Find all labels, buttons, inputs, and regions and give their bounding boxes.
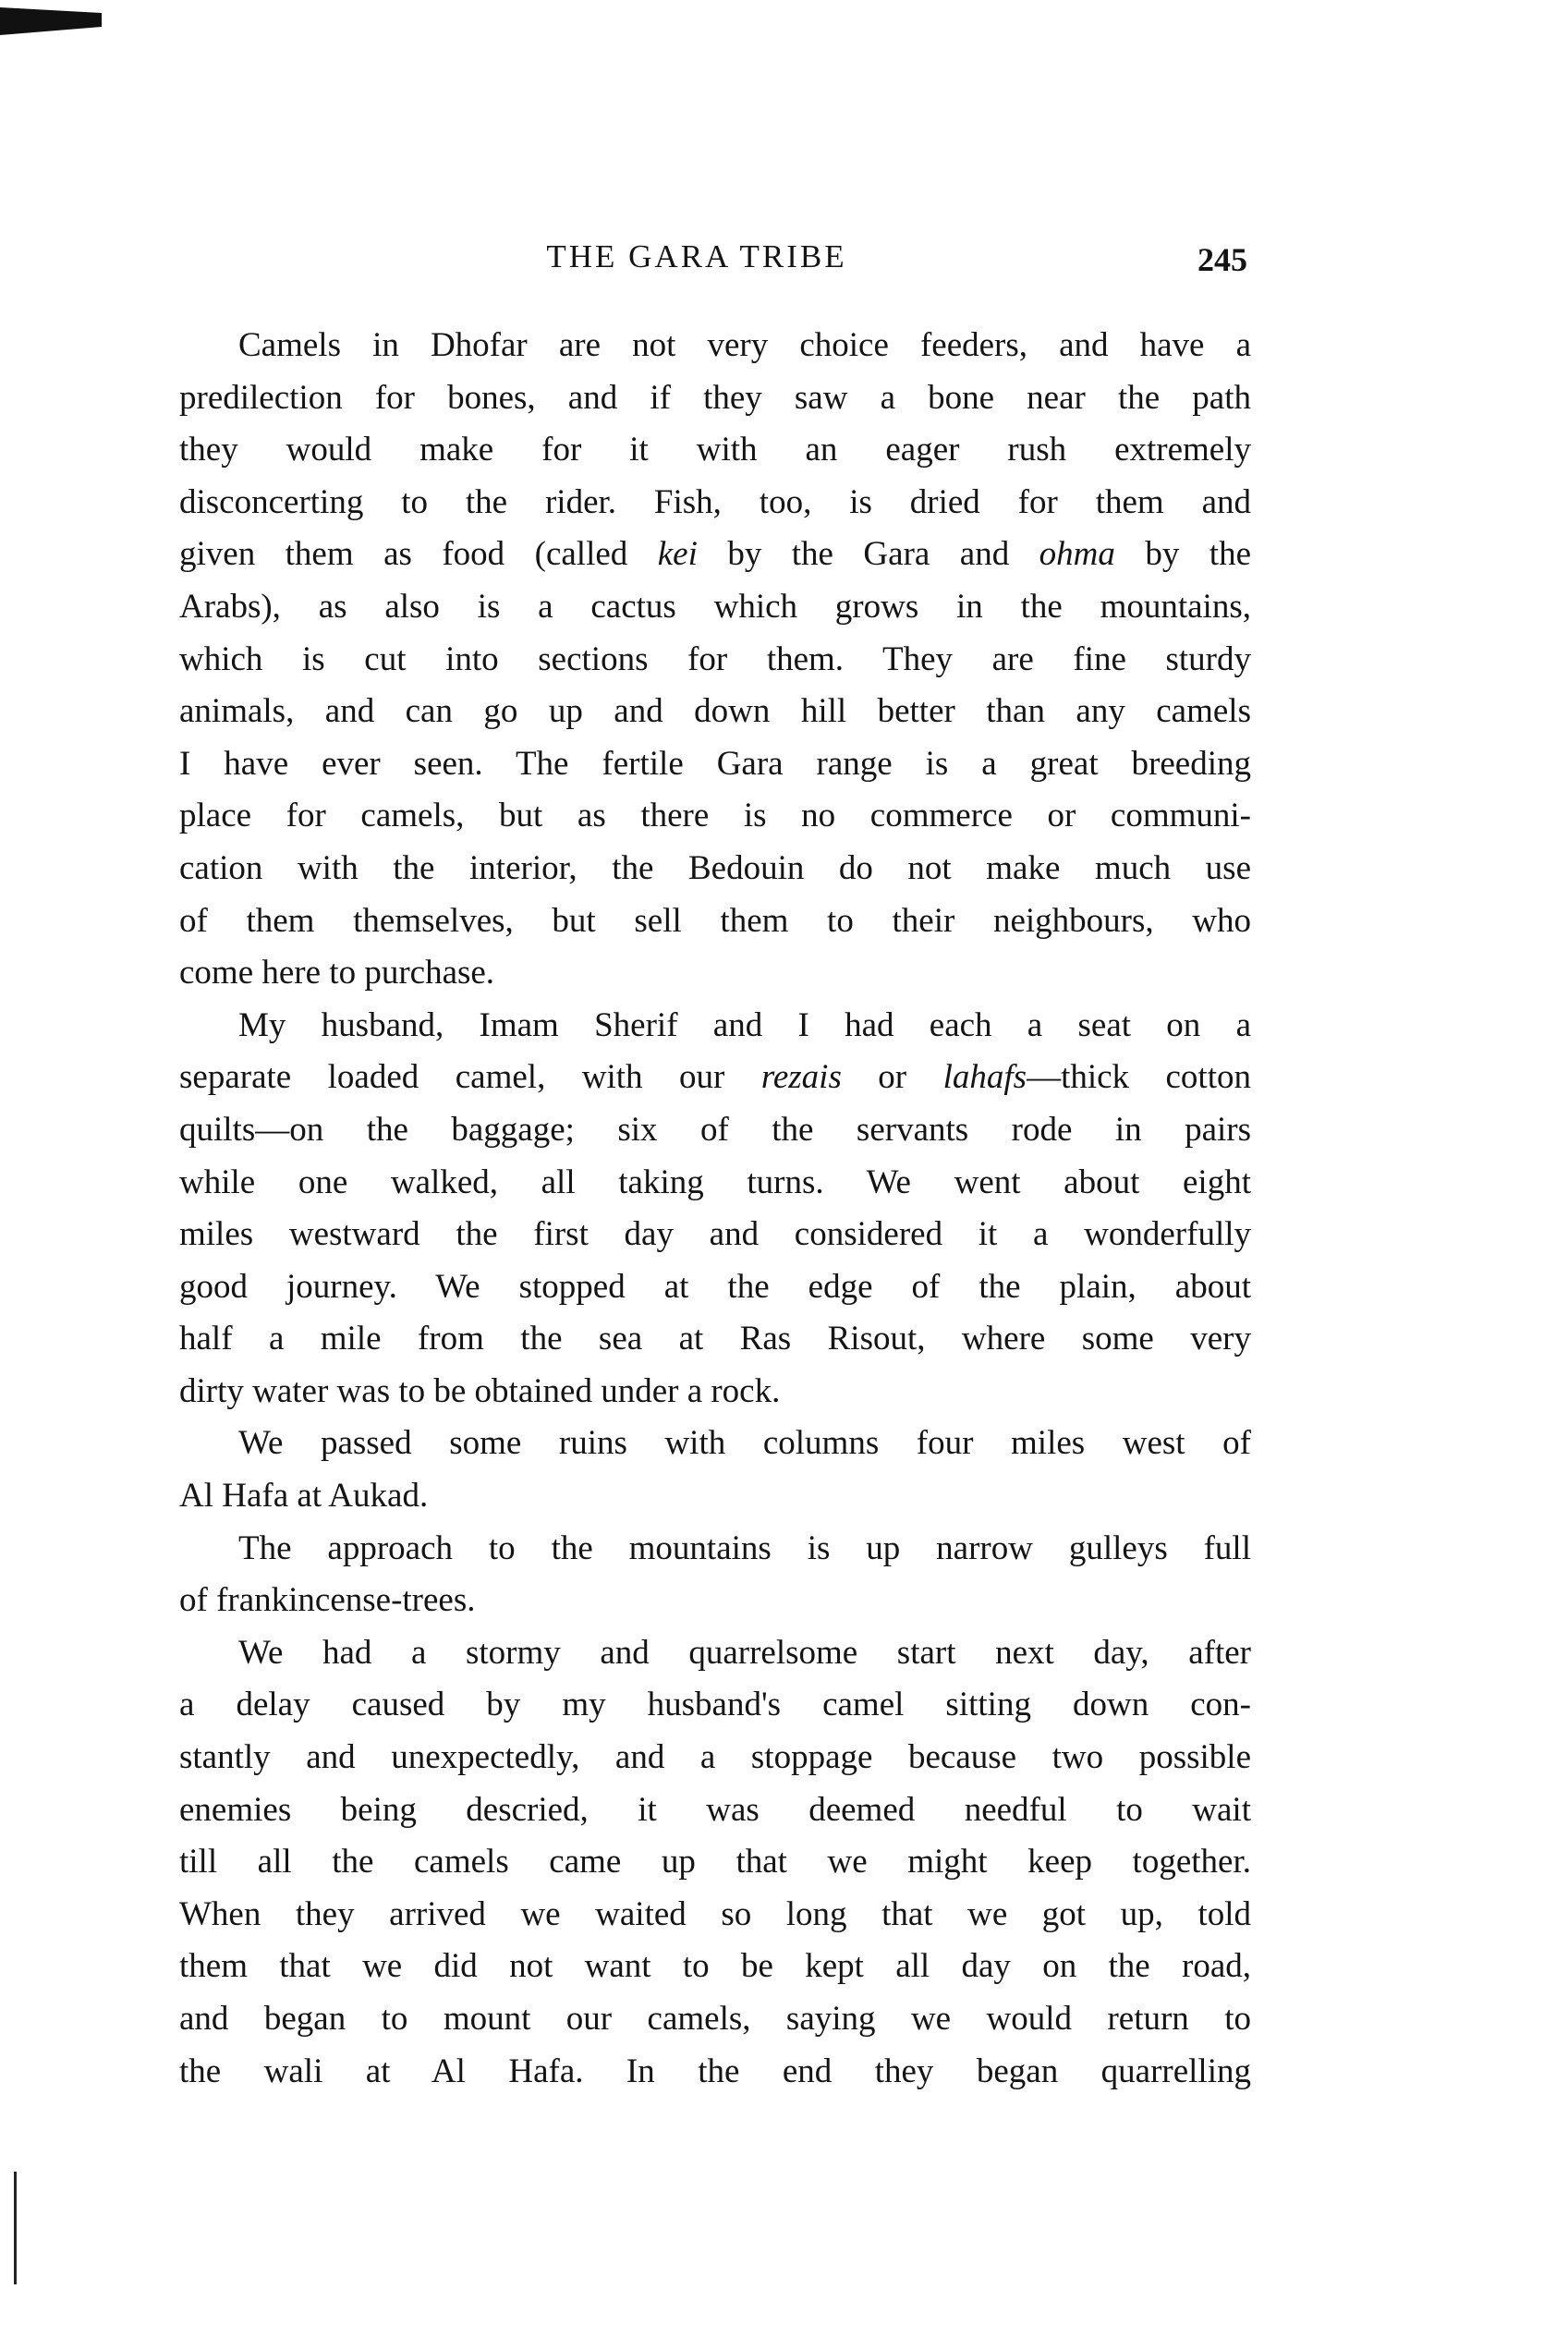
text-segment: Arabs), as also is a cactus which grows in the mountains, bbox=[179, 587, 1251, 626]
text-line bbox=[179, 1157, 1251, 1210]
text-line bbox=[179, 843, 1251, 895]
text-line bbox=[179, 1993, 1251, 2046]
text-segment: till all the camels came up that we might keep together. bbox=[179, 1843, 1251, 1881]
text-segment: When they arrived we waited so long that we got up, told bbox=[179, 1894, 1251, 1933]
text-segment: they would make for it with an eager rush extremely bbox=[179, 431, 1251, 469]
text-line bbox=[179, 790, 1251, 843]
text-segment: separate loaded camel, with our bbox=[179, 1058, 761, 1097]
text-segment: cation with the interior, the Bedouin do not make much use bbox=[179, 848, 1251, 887]
text-line bbox=[179, 1366, 1251, 1419]
text-segment: come here to purchase. bbox=[179, 954, 495, 992]
text-segment: dirty water was to be obtained under a rock. bbox=[179, 1371, 781, 1410]
text-segment: Al Hafa at Aukad. bbox=[179, 1477, 429, 1516]
text-line bbox=[179, 424, 1251, 477]
text-segment: We passed some ruins with columns four miles west of bbox=[238, 1424, 1251, 1463]
text-segment: good journey. We stopped at the edge of the plain, about bbox=[179, 1267, 1251, 1306]
text-segment: a delay caused by my husband's camel sitting down con- bbox=[179, 1686, 1251, 1724]
text-segment: My husband, Imam Sherif and I had each a seat on a bbox=[238, 1005, 1251, 1044]
text-line bbox=[179, 581, 1251, 634]
text-segment: the wali at Al Hafa. In the end they began quarrelling bbox=[179, 2052, 1251, 2090]
body-text bbox=[179, 320, 1251, 2098]
text-segment: —thick cotton bbox=[1027, 1058, 1251, 1097]
text-line bbox=[179, 1261, 1251, 1314]
text-line bbox=[179, 1104, 1251, 1157]
text-line bbox=[179, 895, 1251, 948]
text-line bbox=[179, 1313, 1251, 1366]
text-segment: by the bbox=[1114, 535, 1251, 574]
text-line bbox=[179, 2046, 1251, 2099]
text-line bbox=[179, 372, 1251, 425]
text-line bbox=[179, 1889, 1251, 1942]
text-line bbox=[179, 1836, 1251, 1889]
italic-term: lahafs bbox=[942, 1058, 1027, 1097]
page-number: 245 bbox=[1197, 241, 1247, 278]
text-segment: and began to mount our camels, saying we would return to bbox=[179, 2000, 1251, 2038]
text-line bbox=[179, 686, 1251, 738]
text-segment: predilection for bones, and if they saw a bone near the path bbox=[179, 378, 1251, 417]
text-segment: place for camels, but as there is no commerce or communi- bbox=[179, 797, 1251, 835]
text-line bbox=[179, 634, 1251, 687]
text-segment: them that we did not want to be kept all day on the road, bbox=[179, 1947, 1251, 1986]
running-title: THE GARA TRIBE bbox=[546, 238, 847, 274]
text-segment: given them as food (called bbox=[179, 535, 658, 574]
text-line bbox=[179, 1679, 1251, 1732]
text-line bbox=[179, 947, 1251, 1000]
text-line bbox=[179, 1732, 1251, 1784]
text-segment: or bbox=[841, 1058, 943, 1097]
italic-term: ohma bbox=[1039, 535, 1115, 574]
text-segment: animals, and can go up and down hill better than any camels bbox=[179, 692, 1251, 731]
text-segment: stantly and unexpectedly, and a stoppage because two possible bbox=[179, 1738, 1251, 1777]
text-segment: by the Gara and bbox=[697, 535, 1039, 574]
text-segment: enemies being descried, it was deemed needful to wait bbox=[179, 1790, 1251, 1829]
text-segment: miles westward the first day and considered it a wonderfully bbox=[179, 1215, 1251, 1254]
text-segment: of frankincense-trees. bbox=[179, 1581, 476, 1620]
text-line bbox=[179, 1000, 1251, 1053]
italic-term: kei bbox=[657, 535, 698, 574]
text-segment: while one walked, all taking turns. We went about eight bbox=[179, 1163, 1251, 1201]
text-segment: half a mile from the sea at Ras Risout, where some very bbox=[179, 1320, 1251, 1358]
text-line bbox=[179, 738, 1251, 791]
text-segment: The approach to the mountains is up narrow gulleys full bbox=[238, 1528, 1251, 1567]
text-segment: Camels in Dhofar are not very choice feeders, and have a bbox=[238, 326, 1251, 364]
text-line bbox=[179, 1575, 1251, 1627]
text-line bbox=[179, 1627, 1251, 1680]
text-line bbox=[179, 1418, 1251, 1470]
text-line bbox=[179, 1941, 1251, 1993]
text-line bbox=[179, 1209, 1251, 1261]
scan-edge-line bbox=[14, 2172, 17, 2284]
text-segment: disconcerting to the rider. Fish, too, is dried for them and bbox=[179, 482, 1251, 521]
text-segment: I have ever seen. The fertile Gara range is a great breeding bbox=[179, 744, 1251, 783]
text-segment: of them themselves, but sell them to their neighbours, who bbox=[179, 901, 1251, 940]
text-line bbox=[179, 1470, 1251, 1523]
italic-term: rezais bbox=[760, 1058, 842, 1097]
text-line bbox=[179, 1052, 1251, 1104]
text-segment: We had a stormy and quarrelsome start next day, after bbox=[238, 1633, 1251, 1672]
text-line bbox=[179, 1784, 1251, 1837]
text-segment: which is cut into sections for them. They are fine sturdy bbox=[179, 639, 1251, 678]
running-header bbox=[179, 238, 1251, 285]
text-line bbox=[179, 477, 1251, 530]
scan-ink-mark bbox=[0, 7, 102, 35]
text-line bbox=[179, 320, 1251, 372]
text-line bbox=[179, 1523, 1251, 1576]
text-line bbox=[179, 529, 1251, 581]
text-segment: quilts—on the baggage; six of the servants rode in pairs bbox=[179, 1110, 1251, 1149]
